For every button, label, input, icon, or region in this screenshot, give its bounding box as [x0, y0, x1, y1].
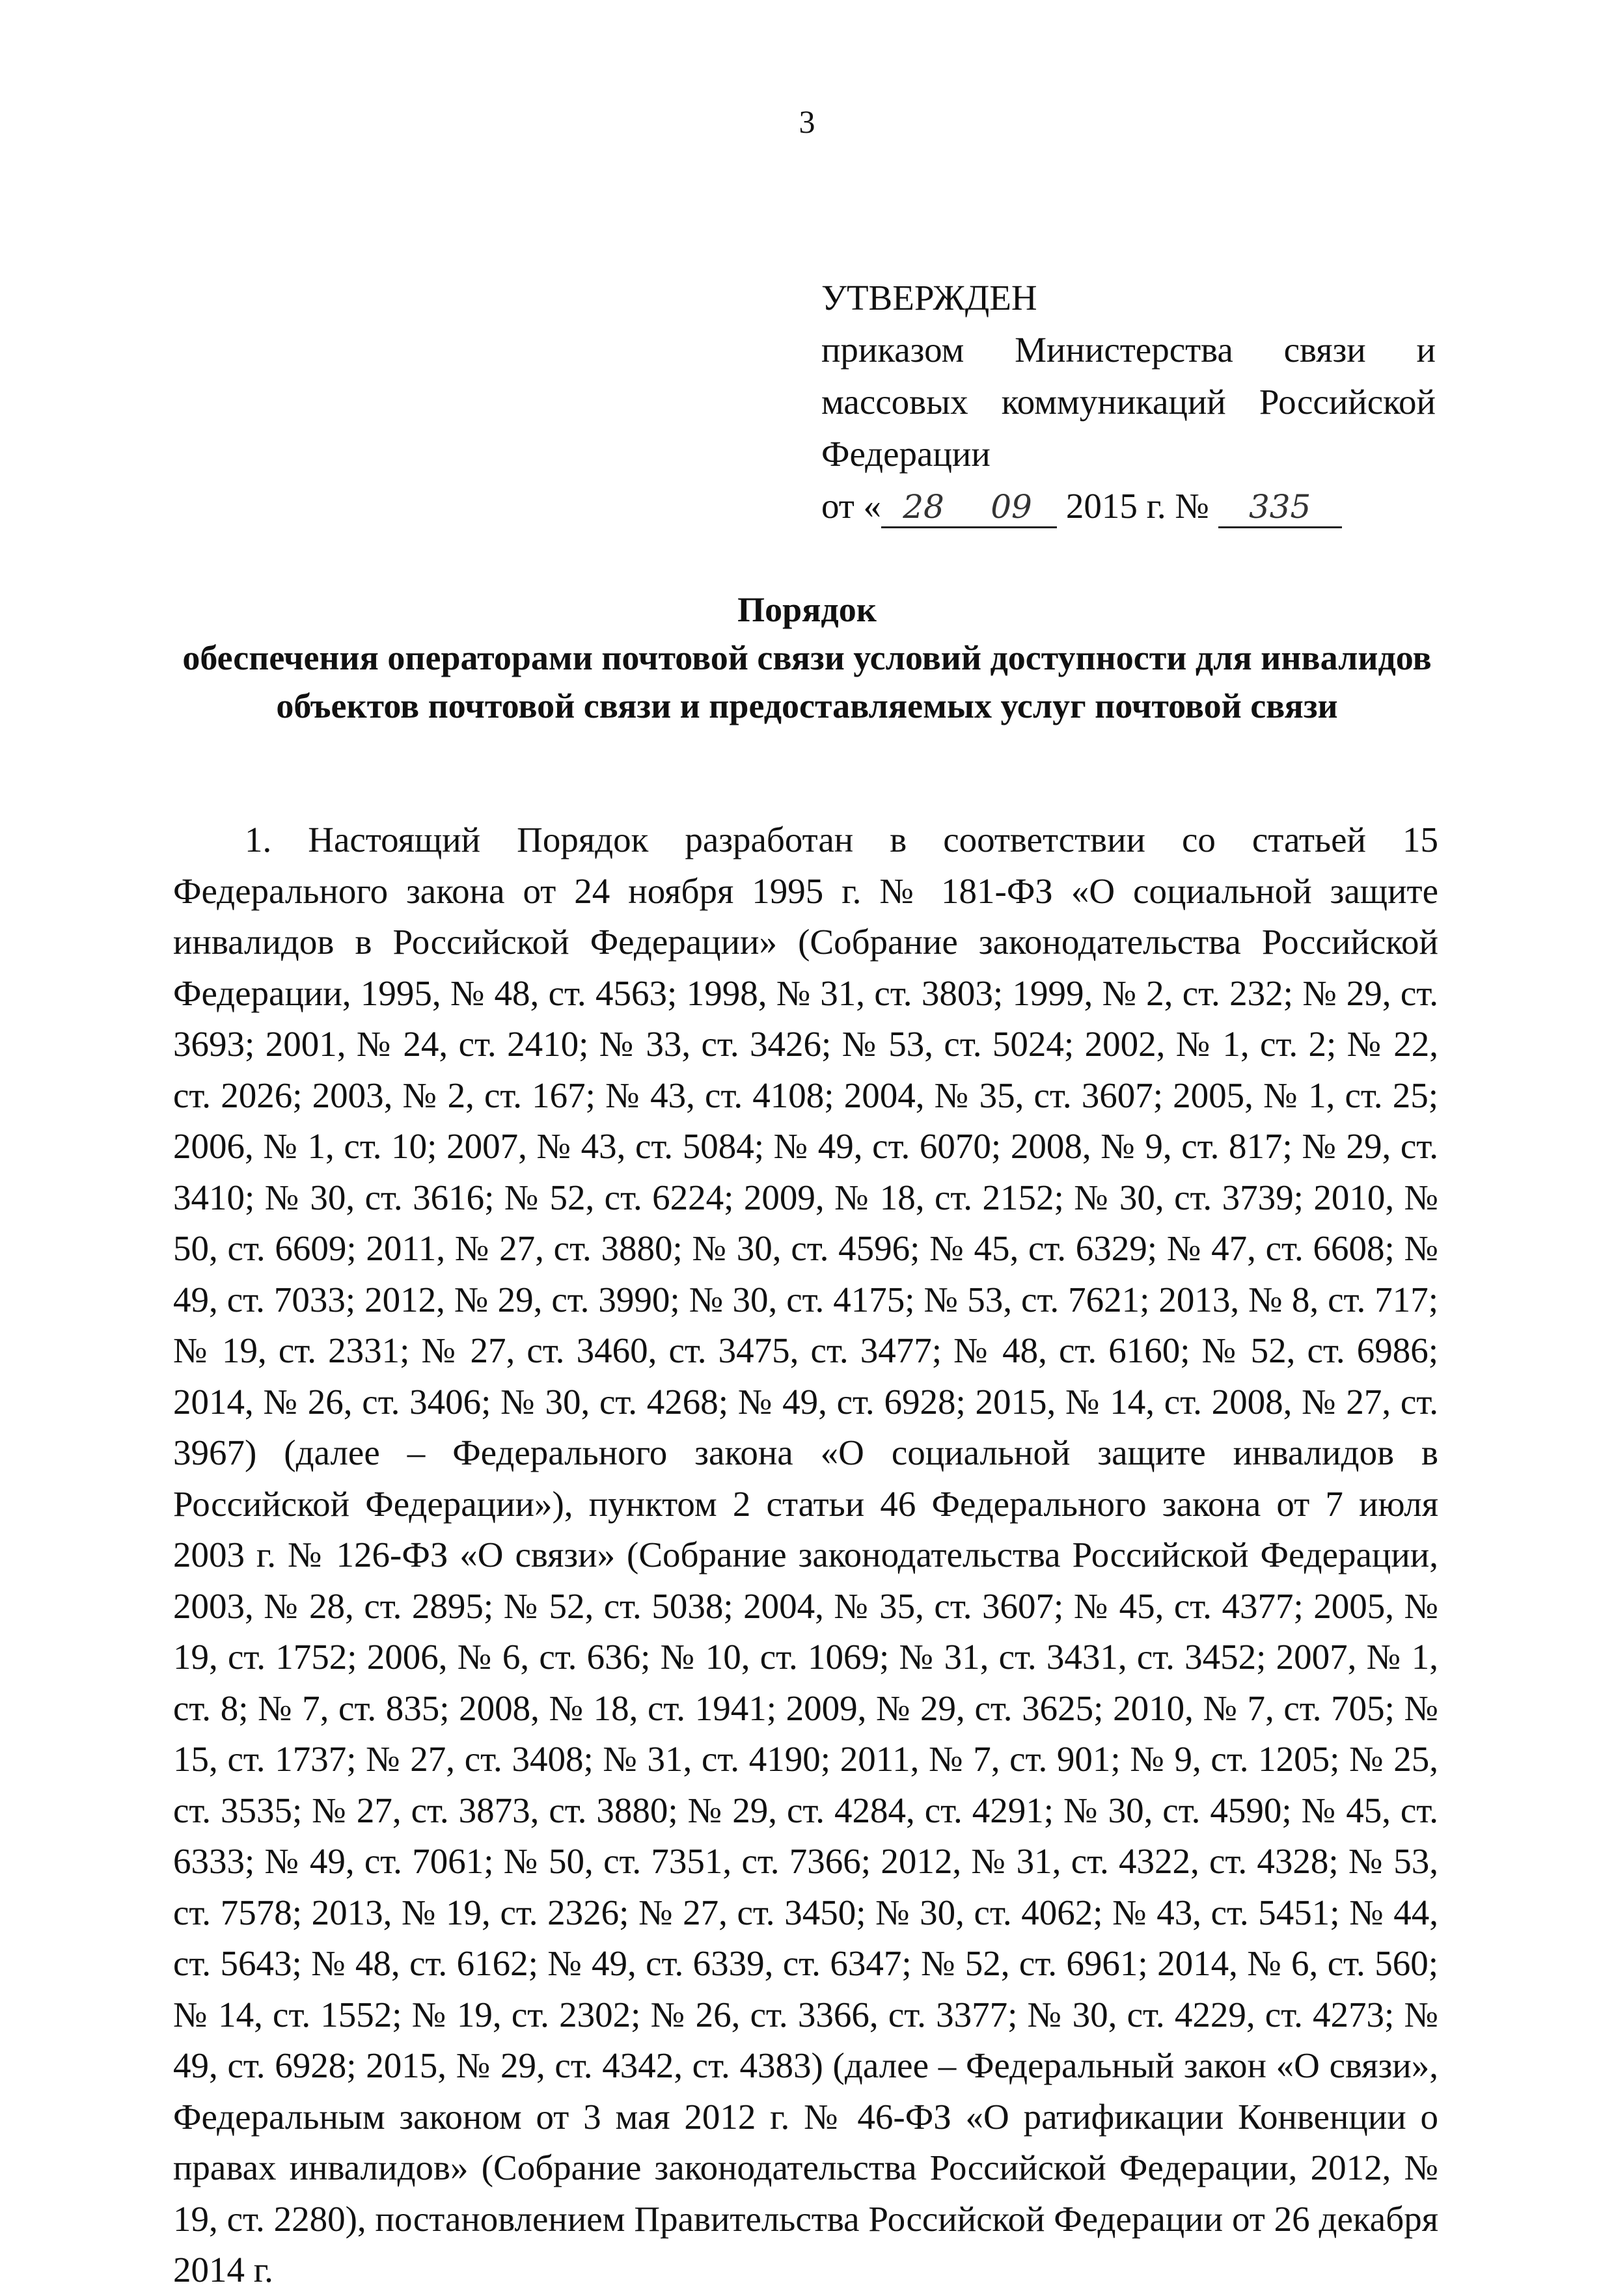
document-title-subtitle: обеспечения операторами почтовой связи условий доступности для инвалидов объектов почтовой связи и предоставляемых услуг почтовой связи — [182, 638, 1432, 725]
handwritten-day: 28 — [881, 487, 966, 528]
date-prefix: от « — [821, 486, 882, 526]
approval-block — [821, 272, 1436, 532]
approval-heading: УТВЕРЖДЕН — [821, 278, 1037, 317]
approval-date-line — [821, 480, 1436, 532]
body-paragraph-1: 1. Настоящий Порядок разработан в соответствии со статьей 15 Федерального закона от 24 ноября 1995 г. № 181-ФЗ «О социальной защите инвалидов в Российской Федерации» (Собрание законодательства Российской Федерации, 1995, № 48, ст. 4563; 1998, № 31, ст. 3803; 1999, № 2, ст. 232; № 29, ст. 3693; 2001, № 24, ст. 2410; № 33, ст. 3426; № 53, ст. 5024; 2002, № 1, ст. 2; № 22, ст. 2026; 2003, № 2, ст. 167; № 43, ст. 4108; 2004, № 35, ст. 3607; 2005, № 1, ст. 25; 2006, № 1, ст. 10; 2007, № 43, ст. 5084; № 49, ст. 6070; 2008, № 9, ст. 817; № 29, ст. 3410; № 30, ст. 3616; № 52, ст. 6224; 2009, № 18, ст. 2152; № 30, ст. 3739; 2010, № 50, ст. 6609; 2011, № 27, ст. 3880; № 30, ст. 4596; № 45, ст. 6329; № 47, ст. 6608; № 49, ст. 7033; 2012, № 29, ст. 3990; № 30, ст. 4175; № 53, ст. 7621; 2013, № 8, ст. 717; № 19, ст. 2331; № 27, ст. 3460, ст. 3475, ст. 3477; № 48, ст. 6160; № 52, ст. 6986; 2014, № 26, ст. 3406; № 30, ст. 4268; № 49, ст. 6928; 2015, № 14, ст. 2008, № 27, ст. 3967) (далее – Федерального закона «О социальной защите инвалидов в Российской Федерации»), пунктом 2 статьи 46 Федерального закона от 7 июля 2003 г. № 126-ФЗ «О связи» (Собрание законодательства Российской Федерации, 2003, № 28, ст. 2895; № 52, ст. 5038; 2004, № 35, ст. 3607; № 45, ст. 4377; 2005, № 19, ст. 1752; 2006, № 6, ст. 636; № 10, ст. 1069; № 31, ст. 3431, ст. 3452; 2007, № 1, ст. 8; № 7, ст. 835; 2008, № 18, ст. 1941; 2009, № 29, ст. 3625; 2010, № 7, ст. 705; № 15, ст. 1737; № 27, ст. 3408; № 31, ст. 4190; 2011, № 7, ст. 901; № 9, ст. 1205; № 25, ст. 3535; № 27, ст. 3873, ст. 3880; № 29, ст. 4284, ст. 4291; № 30, ст. 4590; № 45, ст. 6333; № 49, ст. 7061; № 50, ст. 7351, ст. 7366; 2012, № 31, ст. 4322, ст. 4328; № 53, ст. 7578; 2013, № 19, ст. 2326; № 27, ст. 3450; № 30, ст. 4062; № 43, ст. 5451; № 44, ст. 5643; № 48, ст. 6162; № 49, ст. 6339, ст. 6347; № 52, ст. 6961; 2014, № 6, ст. 560; № 14, ст. 1552; № 19, ст. 2302; № 26, ст. 3366, ст. 3377; № 30, ст. 4229, ст. 4273; № 49, ст. 6928; 2015, № 29, ст. 4342, ст. 4383) (далее – Федеральный закон «О связи», Федеральным законом от 3 мая 2012 г. № 46-ФЗ «О ратификации Конвенции о правах инвалидов» (Собрание законодательства Российской Федерации, 2012, № 19, ст. 2280), постановлением Правительства Российской Федерации от 26 декабря 2014 г. — [173, 820, 1438, 2289]
handwritten-month: 09 — [966, 487, 1057, 528]
page-number: 3 — [799, 103, 815, 140]
document-title — [178, 586, 1436, 730]
handwritten-order-number: 335 — [1218, 487, 1342, 528]
year-text: 2015 г. № — [1065, 486, 1209, 526]
document-title-main: Порядок — [737, 590, 877, 629]
approval-text: приказом Министерства связи и массовых коммуникаций Российской Федерации — [821, 330, 1436, 474]
